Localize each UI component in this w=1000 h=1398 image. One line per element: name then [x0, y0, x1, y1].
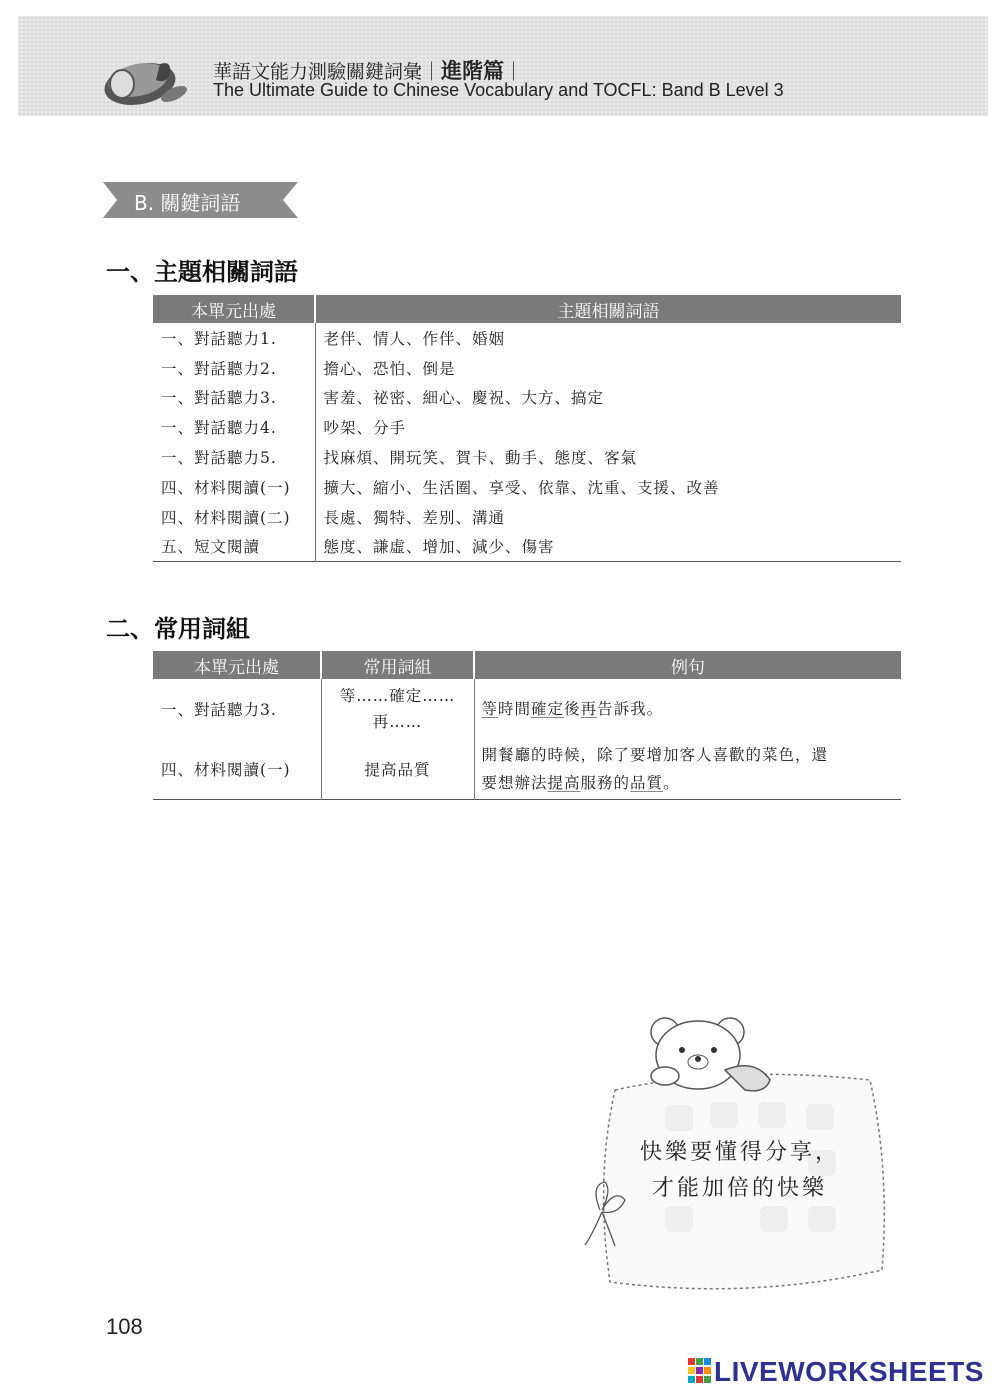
example-segment: 。	[663, 773, 680, 792]
column-header: 本單元出處	[153, 295, 315, 323]
header-title-zh-bold: 進階篇	[441, 59, 505, 83]
table-row	[153, 353, 901, 383]
source-cell: 一、對話聽力4.	[153, 412, 315, 442]
example-segment: 要想辦法	[481, 773, 548, 792]
column-header: 常用詞組	[321, 651, 474, 679]
example-line: 開餐廳的時候，除了要增加客人喜歡的菜色，還	[481, 745, 829, 764]
book-icon	[100, 50, 192, 106]
example-segment: 提高	[547, 773, 581, 792]
table-header-row	[153, 295, 901, 323]
table-row	[153, 472, 901, 502]
example-segment: 告訴我。	[597, 700, 664, 718]
words-cell: 長處、獨特、差別、溝通	[323, 508, 506, 527]
phrase-cell: 提高品質	[321, 739, 474, 799]
source-cell: 五、短文閱讀	[153, 532, 315, 562]
table-header-row	[153, 651, 901, 679]
table-row	[153, 739, 901, 799]
table-row	[153, 383, 901, 413]
header-title-en: The Ultimate Guide to Chinese Vocabulary and TOCFL: Band B Level 3	[213, 80, 784, 100]
card-text-line1: 快樂要懂得分享，	[640, 1140, 841, 1165]
example-segment: 確定	[531, 700, 565, 718]
source-cell: 一、對話聽力3.	[153, 383, 315, 413]
table-row	[153, 323, 901, 353]
source-cell: 一、對話聽力5.	[153, 442, 315, 472]
example-segment: 服務的	[580, 773, 631, 792]
source-cell: 四、材料閱讀(二)	[153, 502, 315, 532]
words-cell: 吵架、分手	[323, 419, 407, 438]
phrase-cell	[321, 679, 474, 739]
liveworksheets-logo-icon	[688, 1358, 712, 1384]
column-header: 主題相關詞語	[315, 295, 901, 323]
words-cell: 擴大、縮小、生活圈、享受、依靠、沈重、支援、改善	[323, 478, 720, 497]
header-title-zh-main: 華語文能力測驗關鍵詞彙｜	[213, 61, 442, 83]
phrase-line: 再……	[372, 713, 423, 731]
example-segment: 後	[564, 700, 581, 718]
words-cell: 找麻煩、開玩笑、賀卡、動手、態度、客氣	[323, 449, 638, 468]
ribbon-label: B. 關鍵詞語	[134, 191, 241, 215]
section1-heading: 一、主題相關詞語	[106, 258, 298, 286]
source-cell: 一、對話聽力1.	[153, 323, 315, 353]
words-cell: 老伴、情人、作伴、婚姻	[323, 329, 506, 348]
example-segment: 再	[580, 700, 598, 718]
table-row	[153, 442, 901, 472]
table-row	[153, 679, 901, 739]
words-cell: 態度、謙虛、增加、減少、傷害	[323, 538, 555, 557]
table-row	[153, 502, 901, 532]
source-cell: 四、材料閱讀(一)	[153, 472, 315, 502]
column-header: 例句	[474, 651, 901, 679]
source-cell: 四、材料閱讀(一)	[153, 739, 321, 799]
table-row	[153, 412, 901, 442]
column-header: 本單元出處	[153, 651, 321, 679]
example-segment: 等	[481, 700, 499, 718]
example-segment: 品質	[630, 773, 664, 792]
liveworksheets-text: LIVEWORKSHEETS	[714, 1356, 984, 1387]
source-cell: 一、對話聽力3.	[153, 679, 321, 739]
page-number: 108	[106, 1314, 143, 1339]
words-cell: 害羞、祕密、細心、慶祝、大方、搞定	[323, 389, 605, 408]
example-cell	[474, 739, 901, 799]
phrases-table	[153, 651, 901, 800]
header-title-zh-end: ｜	[504, 61, 524, 83]
example-segment: 時間	[498, 700, 532, 718]
example-cell	[474, 679, 901, 739]
theme-words-table	[153, 295, 901, 562]
section2-heading: 二、常用詞組	[106, 615, 250, 643]
card-text-line2: 才能加倍的快樂	[652, 1176, 828, 1201]
example-line	[482, 769, 896, 797]
phrase-line: 等……確定……	[339, 687, 456, 705]
source-cell: 一、對話聽力2.	[153, 353, 315, 383]
words-cell: 擔心、恐怕、倒是	[323, 359, 456, 378]
table-row	[153, 532, 901, 562]
